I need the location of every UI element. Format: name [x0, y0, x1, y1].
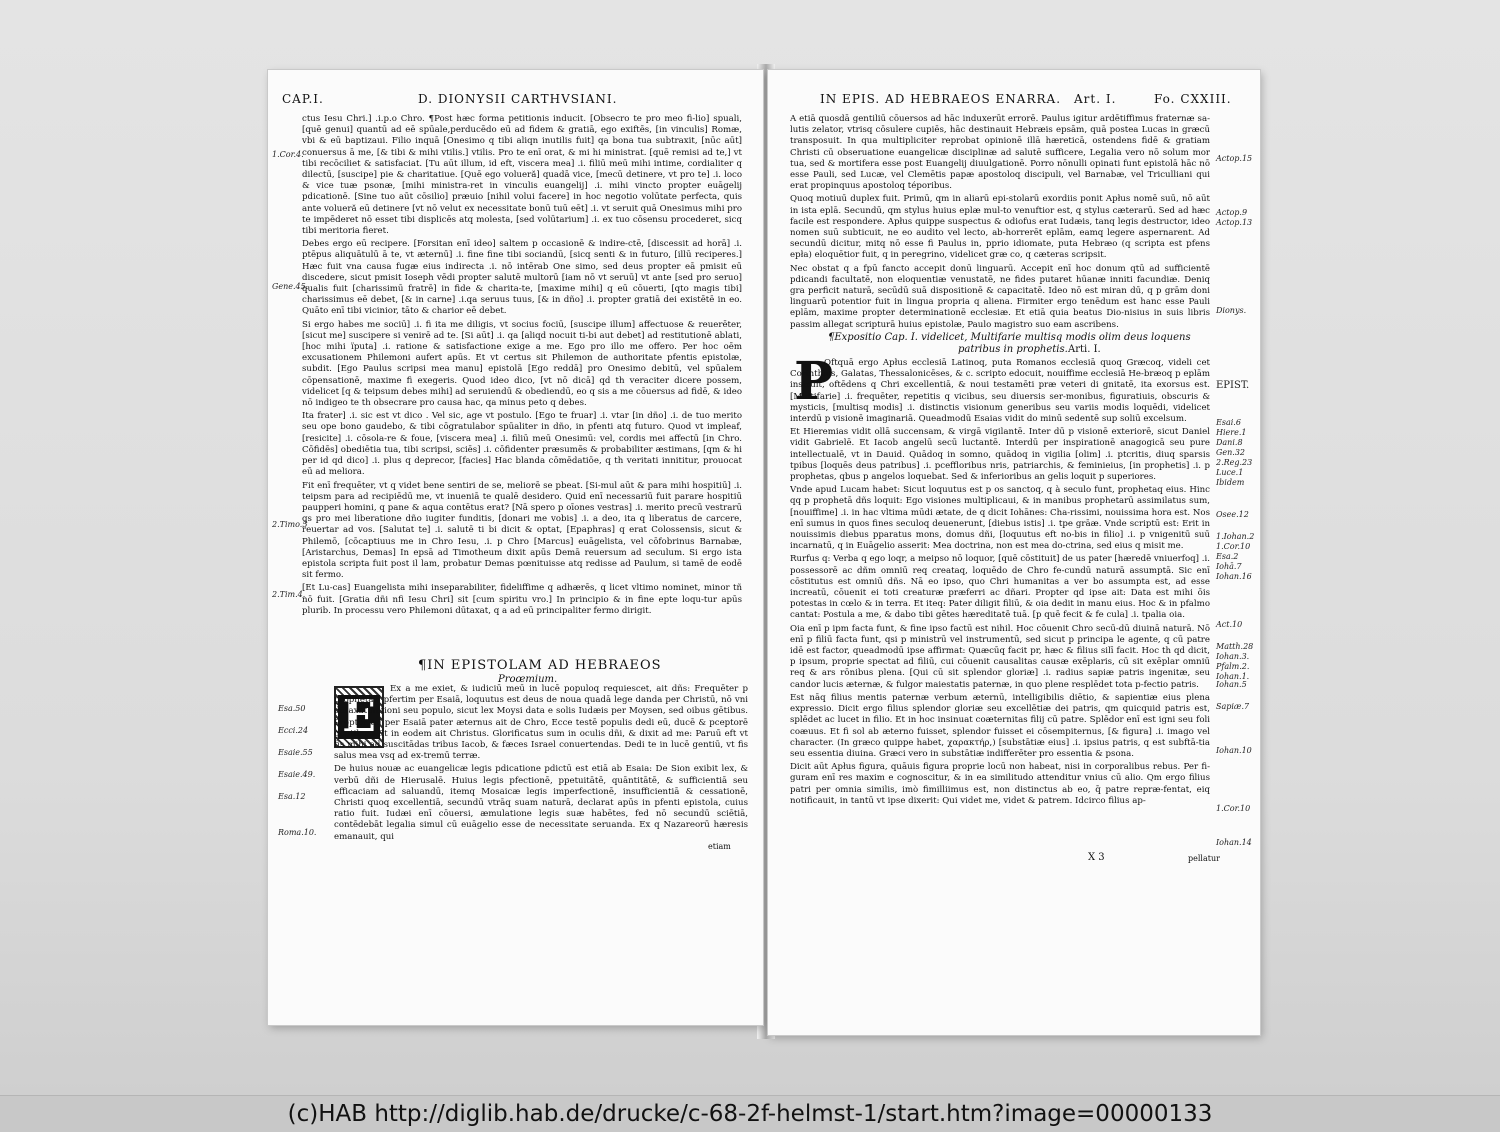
expositio-heading: ¶Expositio Cap. I. videlicet, Multifarie multisq modis olim deus loquens — [828, 332, 1191, 343]
sidenote: Gene.45. — [272, 282, 309, 291]
sidenote: 2.Timo.5 — [272, 520, 308, 529]
right-page — [768, 70, 1260, 1035]
expositio-paragraph: Vnde apud Lucam habet: Sicut loquutus est p os sanctoq, q à seculo funt, prophetaq eius. Hinc qq p prophetā dñs loquit: Ego visiones multiplicaui, & in manibus prophetarū assimilatus sum, [nouiffime] .i. in hac vltima mūdi ætate, de q dicit Iohānes: Cha-rissimi, nouissima hora est. Nos enī sumus in quos fines seculoq deuenerunt, [diebus istis] .i. tpe grāæ. Vnde scriptū est: Erit in nouissimis diebus pparatus mons, domus dñi, [loquutus eft no-bis in filio] .i. p vnigenitū suū incarnatū, q in Euāgelio asserit: Mea doctrina, non est mea do-ctrina, sed eius q misit me. — [790, 485, 1210, 552]
expositio-paragraph: Et Hieremias vidit ollā succensam, & virgā vigilantē. Inter dū p visionē exteriorē, sicut Daniel vidit Gabrielē. Et Iacob angelū secū luctantē. Interdū per inspirationē anagogicā seu pure intellectualē, vt in Dauid. Quādoq in somno, quādoq in vigilia [olim] .i. ptcritis, diuq sparsis tpibus [loquēs deus patribus] .i. pceffloribus nris, patriarchis, & feminieius, [in prophetis] .i. p prophetas, qbus p angelos loquebat. Sed & inferioribus an gelis loquit p superiores. — [790, 427, 1210, 483]
sidenote: Actop.9 — [1216, 208, 1248, 217]
expositio-heading-2: patribus in prophetis. — [958, 344, 1068, 355]
credit-text: (c)HAB http://diglib.hab.de/drucke/c-68-2f-helmst-1/start.htm?image=00000133 — [287, 1101, 1213, 1127]
sidenote: Iohan.14 — [1216, 838, 1252, 847]
sidenote: Esaie.49. — [278, 770, 316, 779]
right-body-text — [790, 114, 1210, 332]
expositio-paragraph: Est nāq filius mentis paternæ verbum æternū, intelligibilis diētio, & sapientiæ eius plena expressio. Dicit ergo filius splendor gloriæ seu excellētiæ dei patris, qm quicquid patris est, splēdet ac lucet in filio. Et in hoc insinuat coæternitas filij cū patre. Splēdor enī est igni seu foli coæuus. Et fi sol ab æterno fuisset, splendor fuisset ei cōsempiternus, [& figura] .i. imago vel character. (In græco quippe habet, χαρακτήρ,) [substātiæ eius] .i. ipsius patris, q est subftā-tia seu essentia diuina. Græci vero in substātiæ indifferēter pro essentia & psona. — [790, 692, 1210, 759]
sidenote: Iohan.16 — [1216, 572, 1252, 581]
sidenote: Dionys. — [1216, 306, 1247, 315]
expositio-art: Arti. I. — [1068, 344, 1101, 355]
initial-letter-p: P — [794, 351, 834, 412]
left-paragraph: Ita frater] .i. sic est vt dico . Vel sic, age vt postulo. [Ego te fruar] .i. vtar [in dño] .i. de tuo merito seu ope bono gaudebo, & tibi cōgratulabor spūaliter in dño, in pfenti atq futuro. Quod vt impleaf, [resicite] .i. cōsola-re & foue, [viscera mea] .i. filiū meū Onesimū: vel, cordis mei affectū [in Chro. Cōfidēs] obediētia tua, tibi scripsi, sciēs] .i. cōfidenter præsumēs & probabiliter æstimans, [qm & hi per id qd dico] .i. plus q deprecor, [facies] Hac blanda cōmēdatiōe, q th veritati innititur, prouocat eū ad meliora. — [302, 411, 742, 478]
sidenote: Iohā.7 — [1216, 562, 1242, 571]
sidenote: Iohan.1. — [1216, 672, 1250, 681]
sidenote: 2.Reg.23 — [1216, 458, 1253, 467]
expositio-paragraph: Oftquā ergo Apłus ecclesiā Latinoq, puta Romanos ecclesiā quoq Græcoq, videli cet Corinthios, Galatas, Thessalonicēses, & c. scripto edocuit, nouiffime ecclesiā He-bræoq p eplām instruit, oftēdens q Chri excellentiā, & noui testamēti præ veteri di gnitatē, ita exorsus est. [Multifarie] .i. frequēter, repetitis q vicibus, seu diuersis ser-monibus, figuratiuis, obscuris & mysticis, [multisq modis] .i. distinctis visionum generibus seu variis modis loquēdi, videlicet interdū p visionē imaginariā. Queadmodū Esaias vidit do minū sedentē sup soliū excelsum. — [790, 358, 1210, 425]
proem-paragraph: Ex a me exiet, & iudiciū meū in lucē populoq requiescet, ait dñs: Frequēter p prophetas, pfertim per Esaiā, loquutus est deus de noua quadā lege danda per Christū, nō vni dūtaxat nationi seu populo, sicut lex Moysi data e solis Iudæis per Moysen, sed oibus gētibus. Propter qd per Esaiā pater æternus ait de Chro, Ecce testē populis dedi eū, ducē & pceptorē gentibus. Et in eodem ait Christus. Glorificatus sum in oculis dñi, & dixit ad me: Paruū eft vt fis mihi ad suscitādas tribus Iacob, & fæces Israel conuertendas. Dedi te in lucē gentiū, vt fis salus mea vsq ad ex-tremū terræ. — [334, 684, 748, 762]
sidenote: Esa.2 — [1216, 552, 1239, 561]
sidenote: Osee.12 — [1216, 510, 1249, 519]
sidenote: Act.10 — [1216, 620, 1243, 629]
sidenote: Iohan.3. — [1216, 652, 1250, 661]
sidenote: 2.Tim.4. — [272, 590, 306, 599]
sidenote: Roma.10. — [278, 828, 317, 837]
signature-mark: X 3 — [1088, 852, 1105, 863]
sidenote: 1.Cor.10 — [1216, 804, 1251, 813]
right-paragraph: A etiā quosdā gentiliū cōuersos ad hāc induxerūt errorē. Paulus igitur ardētiffimus fraternæ sa-lutis zelator, vtrisq cōsulere cupiēs, hāc destinauit Hebræis epsām, quā postea Lucas in græcū transposuit. In qua multipliciter reprobat opinionē illā hæreticā, ostendens fidē & gratiam Christi cū obseruatione euangelicæ disciplinæ ad salutē sufficere, Legalia vero nō solum mor tua, sed & mortifera esse post Euangelij diuulgationē. Porro nōnulli opinati funt epistolā hāc nō esse Pauli, sed Lucæ, vel Clemētis papæ apostoloq discipuli, vel Barnabæ, vel Triculliani qui erat propinquus apostoloq téporibus. — [790, 114, 1210, 192]
left-paragraph: Fit enī frequēter, vt q videt bene sentiri de se, meliorē se pbeat. [Si-mul aūt & para mihi hospitiū] .i. teipsm para ad recipiēdū me, vt inueniā te qualē desidero. Quid enī necessariū fuit parare hospitiū paupperi homini, q pane & aqua contētus erat? [Nā spero p oīones vestras] .i. merito precū vestrarū qs pro mei liberatione dño iugiter funditis, [donari me vobis] .i. a deo, ita q liberatus de carcere, reuertar ad vos. [Salutat te] .i. salutē ti bi dicit & optat, [Epaphras] q erat Colossensis, sicut & Philemō, [cōcaptiuus me in Chro Iesu, .i. p Chro [Marcus] euāgelista, vel cōfobrinus Barnabæ, [Aristarchus, Demas] In epsā ad Timotheum dixit apūs Demā reuersum ad seculum. Si ergo ista epistola scripta fuit post il lam, probatur Demas pœnituisse atq redisse ad Paulum, si tamē de eodē sit fermo. — [302, 480, 742, 581]
sidenote: 1.Cor.4. — [272, 150, 304, 159]
left-header-chapter: CAP.I. — [282, 92, 324, 106]
sidenote: Esai.6 — [1216, 418, 1241, 427]
left-catchword: etiam — [708, 842, 731, 851]
sidenote: Dani.8 — [1216, 438, 1243, 447]
sidenote: 1.Cor.10 — [1216, 542, 1251, 551]
right-header-art: Art. I. — [1074, 92, 1117, 106]
sidenote: Iohan.10 — [1216, 746, 1252, 755]
initial-letter: E — [338, 695, 380, 739]
left-paragraph: Debes ergo eū recipere. [Forsitan enī ideo] saltem p occasionē & indire-ctē, [discessit ad horā] .i. ptēpus aliquātulū ā te, vt æternū] .i. fine fine tibi sociandū, [sicq senti & in futuro, [illū reciperes.] Hæc fuit vna causa fugæ eius indirecta .i. nō intērab One simo, sed deus propter eā pmisit eū discedere, sicut pmisit Ioseph vēdi propter salutē multorū [iam nō vt seruū] vt ante [sed pro seruo] qualis fuit [charissimū fratrē] in fide & charita-te, [maxime mihi] q eū cōuerti, [qto magis tibi] charissimus eē debet, [& in carne] .i.qa seruus tuus, [& in dño] .i. propter gratiā dei existētē in eo. Quāto enī tibi vicinior, tāto & charior eē debet. — [302, 239, 742, 317]
left-header-title: D. DIONYSII CARTHVSIANI. — [418, 92, 618, 106]
sidenote: Actop.13 — [1216, 218, 1253, 227]
left-page — [268, 70, 763, 1025]
sidenote: Matth.28 — [1216, 642, 1254, 651]
expositio-paragraph: Oia enī p ipm facta funt, & fine ipso factū est nihil. Hoc cōuenit Chro secū-dū diuinā naturā. Nō enī p filiū facta funt, qsi p ministrū vel instrumentū, sed sicut p principa le agente, q cū patre idē est factor, queadmodū ipse affirmat: Quæcūq facit pr, hæc & filius silī facit. Hoc th qd dicit, p ipsum, proprie spectat ad filiū, cui cōuenit causalitas causæ exēplaris, cū sit exēplar omniū req & ars rōnibus plena. [Qui cū sit splendor gloriæ] .i. radius sapiæ patris ingenitæ, seu candor lucis æternæ, & fulgor maiestatis paternæ, in quo plene resplēdet tota p-fectio patris. — [790, 623, 1210, 690]
sidenote: 1.Iohan.2 — [1216, 532, 1255, 541]
left-paragraph: [Et Lu-cas] Euangelista mihi inseparabiliter, fideliffime q adhærēs, q licet vltimo nominet, minor tñ nō fuit. [Gratia dñi nfi Iesu Chri] sit [cum spiritu vro.] In principio & in fine epte loqu-tur apūs plurib. In processu vero Philemoni dūtaxat, q a ad eū principaliter fermo dirigit. — [302, 583, 742, 616]
proemium-subtitle: Proœmium. — [498, 674, 558, 685]
expositio-text — [790, 351, 1210, 948]
proem-text — [334, 684, 748, 944]
sidenote: Ibidem — [1216, 478, 1245, 487]
expositio-paragraph: Rurfus q: Verba q ego loqr, a meipso nō loquor, [quē cōstituit] de us pater [hæredē vniuerfoq] .i. possessorē ac dñm omniū req creataq, loquēdo de Chro fe-cundū naturā assumptā. Sic enī cōstitutus est omniū dñs. Nā eo ipso, quo Chri humanitas a ver bo assumpta est, ad esse increatū, cōuenit ei toti creaturæ præferri ac dñari. Propter qd ipse ait: Data est mihi ōis potestas in cœlo & in terra. Et iteq: Pater diligit filiū, & oia dedit in manu eius. Hoc & in pfalmo cantat: Postula a me, & dabo tibi gētes hæreditatē tuā. [p quē fecit & fe cula] .i. tpalia oia. — [790, 554, 1210, 621]
left-body-text — [302, 114, 742, 669]
right-paragraph: Quoq motiuū duplex fuit. Primū, qm in aliarū epi-stolarū exordiis ponit Apłus nomē suū, nō aūt in ista eplā. Secundū, qm stylus huius eplæ mul-to venuftior est, q stylus cæterarū. Sed ad hæc facile est respondere. Apłus quippe suspectus & odiofus erat Iudæis, tanq legis destructor, ideo nomen suū subticuit, ne eo audito vel lecto, ab-horrerēt eplām, eamq legere aspernarent. Ad secundū dicitur, mitq nō esse fi Paulus in, pprio idiomate, puta Hebræo (q scripta est pfens epła) eloquētior fuit, q in peregrino, videlicet græ co, q cæteras scripsit. — [790, 194, 1210, 261]
right-catchword: pellatur — [1188, 854, 1220, 863]
sidenote: Ecci.24 — [278, 726, 309, 735]
sidenote: Esa.12 — [278, 792, 306, 801]
sidenote: Hiere.1 — [1216, 428, 1247, 437]
expositio-paragraph: Dicit aūt Apłus figura, quāuis figura proprie locū non habeat, nisi in corporalibus rebus. Per fi-guram enī res maxim e cognoscitur, & in ea similitudo attenditur vnius cū alio. Qm ergo filius patri per omnia similis, imò fimilliimus est, non distinctus ab eo, q̄ patre repræ-fentat, eiq notificauit, in tantū vt ipse dixerit: Qui videt me, videt & patrem. Idcirco filius ap- — [790, 762, 1210, 806]
sidenote: Sapiæ.7 — [1216, 702, 1250, 711]
sidenote: Esaie.55 — [278, 748, 313, 757]
right-paragraph: Nec obstat q a fpū fancto accepit donū linguarū. Accepit enī hoc donum qtū ad sufficientē pdicandi facultatē, non eloquentiæ venustatē, ne fides putaret hūanæ inniti facundiæ. Deniq gra perficit naturā, secūdū suā dispositionē & capacitatē. Ideo nō est miran dū, q p grām doni linguarū potentior fuit in lingua propria q aliena. Firmiter ergo tenēdum est hanc esse Pauli eplām, maxime propter determinationē ecclesiæ. Et etiā quia beatus Dio-nisius in suis libris passim allegat scripturā huius epistolæ, Paulo magistro suo eam ascribens. — [790, 263, 1210, 330]
right-header-title: IN EPIS. AD HEBRAEOS ENARRA. — [820, 92, 1062, 106]
sidenote: Luce.1 — [1216, 468, 1244, 477]
credit-bar — [0, 1095, 1500, 1132]
section-title-hebrews: ¶IN EPISTOLAM AD HEBRAEOS — [418, 658, 662, 673]
left-paragraph: Si ergo habes me sociū] .i. fi ita me diligis, vt socius fociū, [suscipe illum] affectuose & reuerēter, [sicut me] suscipere si venirē ad te. [Si aūt] .i. qa [aliqd nocuit ti-bi aut debet] ad restitutionē ablati, [hoc mihi ïputa] .i. ratione & satisfactione exige a me. Ego pro illo me offero. Per hoc oēm excusationem Philemoni aufert apūs. Et vt certus sit Philemon de authoritate pfentis epistolæ, subdit. [Ego Paulus scripsi mea manu] epistolā [Ego reddā] pro Onesimo debitū, vel spūalem cōpensationē, maxime fi exegeris. Quod ideo dico, [vt nō dicā] qd th veraciter dicere possem, videlicet [q & teipsum debes mihi] ad seruiendū & obediendū, eo q sis a me cōuersus ad fidē, & ideo nō indigeo te th obsecrare pro causa hac, qa minus peto q debes. — [302, 319, 742, 409]
sidenote: Actop.15 — [1216, 154, 1253, 163]
sidenote: Gen.32 — [1216, 448, 1245, 457]
sidenote: Iohan.5 — [1216, 680, 1247, 689]
proem-paragraph: De huius nouæ ac euangelicæ legis pdicatione pdictū est etiā ab Esaia: De Sion exibit lex, & verbū dñi de Hierusalē. Huius legis pfectionē, ppetuitātē, quāntitātē, & sufficientiā seu efficaciam ad saluandū, itemq Mosaicæ legis imperfectionē, insufficientiā & cessationē, Christi quoq excellentiā, secundū vtrāq suam naturā, declarat apūs in pfenti epistola, cuius ratio fuit. Iudæi enī cōuersi, æmulatione legis suæ habētes, fed nō secundū sciētiā, contēdebāt legalia simul cū euāgelio esse de necessitate seruanda. Ex q Nazareorū hæresis emanauit, qui — [334, 764, 748, 842]
sidenote-epist: EPIST. — [1216, 380, 1250, 391]
right-header-folio: Fo. CXXIII. — [1154, 92, 1232, 106]
sidenote: Pfalm.2. — [1216, 662, 1250, 671]
left-paragraph: ctus Iesu Chri.] .i.p.o Chro. ¶Post hæc forma petitionis inducit. [Obsecro te pro meo fi-lio] spuali, [quē genui] quantū ad eē spūale,perducēdo eū ad fidem & gratiā, ego exiftēs, [in vinculis] Romæ, vbi & eū baptizaui. Filio inquā [Onesimo q tibi aliqn inutilis fuit] qa bona tua subtraxit, [nūc aūt] conuersus ā me, [& tibi & mihi vtilis.] vtilis. Pro te enī orat, & mi hi ministrat. [quē remisi ad te,] vt tibi recōciliet & satisfaciat. [Tu aūt illum, id eft, viscera mea] .i. filiū meū mihi intime, cordialiter q dilectū, [suscipe] pie & charitatiue. [Quē ego volueră] quadā vice, [mecū detinere, vt pro te] .i. loco & vice tuæ psonæ, [mihi ministra-ret in vinculis euangelij] .i. mihi vincto propter euāgelij pdicationē. [Sine tuo aūt cōsilio] præuio [nihil volui facere] in hoc negotio volūtate perfecta, quis ante volueră eū detinere [vt nō velut ex necessitate bonū tuū eēt] .i. vt seruit quā Onesimus mihi pro te impēderet nō esset tibi displicēs atq molesta, [sed volūtarium] .i. ex tuo cōsensu procederet, sicq tibi meritoria fieret. — [302, 114, 742, 237]
sidenote: Esa.50 — [278, 704, 306, 713]
